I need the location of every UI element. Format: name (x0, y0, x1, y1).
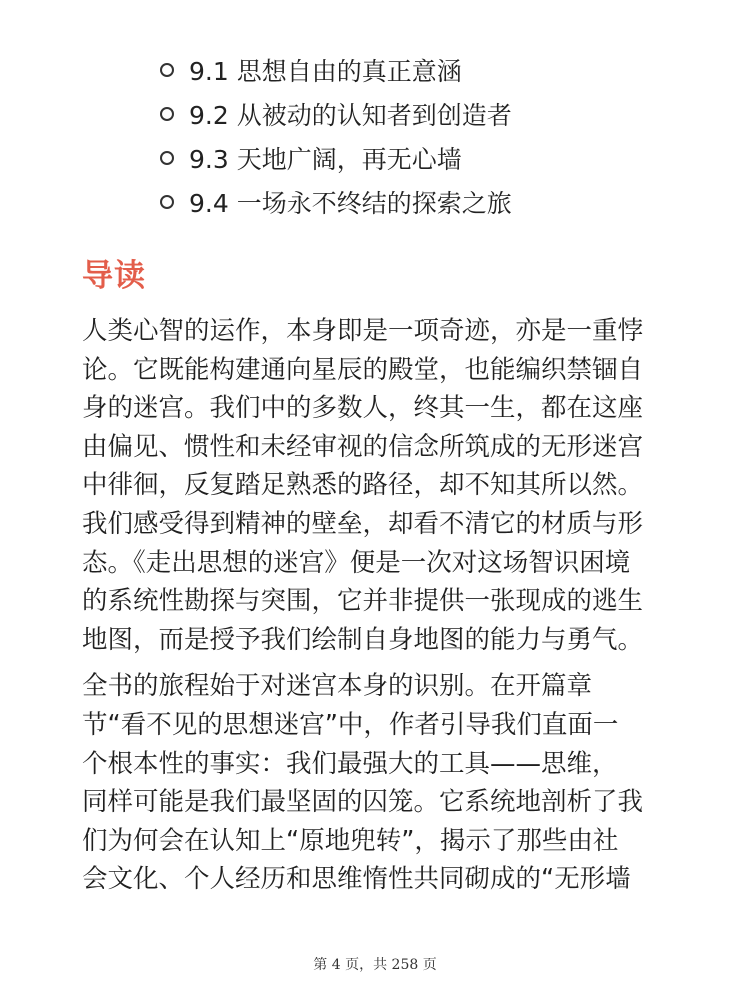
toc-item[interactable] (160, 180, 512, 224)
paragraph (82, 667, 672, 899)
circle-bullet-icon (160, 107, 174, 121)
toc-item-label: 9.3 天地广阔，再无心墙 (189, 145, 462, 174)
text-line: 由偏见、惯性和未经审视的信念所筑成的无形迷宫 (82, 431, 644, 462)
text-line: 我们感受得到精神的壁垒，却看不清它的材质与形 (82, 508, 644, 539)
paragraph (82, 312, 672, 659)
circle-bullet-icon (160, 195, 174, 209)
text-line: 节“看不见的思想迷宫”中，作者引导我们直面一 (82, 709, 619, 740)
toc-item-label: 9.2 从被动的认知者到创造者 (189, 101, 512, 130)
text-line: 会文化、个人经历和思维惰性共同砌成的“无形墙 (82, 864, 631, 895)
text-line: 论。它既能构建通向星辰的殿堂，也能编织禁锢自 (82, 354, 644, 385)
text-line: 个根本性的事实：我们最强大的工具——思维， (82, 748, 618, 779)
body-text (82, 312, 672, 907)
text-line: 态。《走出思想的迷宫》便是一次对这场智识困境 (82, 547, 631, 578)
text-line: 全书的旅程始于对迷宫本身的识别。在开篇章 (82, 671, 593, 702)
text-line: 的系统性勘探与突围，它并非提供一张现成的逃生 (82, 586, 644, 617)
toc-item-label: 9.4 一场永不终结的探索之旅 (189, 189, 512, 218)
table-of-contents (160, 48, 512, 224)
page-footer: 第 4 页，共 258 页 (313, 957, 437, 973)
section-heading: 导读 (82, 258, 146, 294)
text-line: 身的迷宫。我们中的多数人，终其一生，都在这座 (82, 393, 644, 424)
toc-item[interactable] (160, 92, 512, 136)
toc-item[interactable] (160, 48, 512, 92)
text-line: 人类心智的运作，本身即是一项奇迹，亦是一重悖 (82, 316, 644, 346)
text-line: 同样可能是我们最坚固的囚笼。它系统地剖析了我 (82, 787, 644, 818)
circle-bullet-icon (160, 63, 174, 77)
toc-item-label: 9.1 思想自由的真正意涵 (189, 57, 462, 86)
text-line: 们为何会在认知上“原地兜转”，揭示了那些由社 (82, 825, 619, 856)
text-line: 中徘徊，反复踏足熟悉的路径，却不知其所以然。 (82, 470, 644, 501)
circle-bullet-icon (160, 151, 174, 165)
toc-item[interactable] (160, 136, 512, 180)
text-line: 地图，而是授予我们绘制自身地图的能力与勇气。 (82, 624, 644, 655)
